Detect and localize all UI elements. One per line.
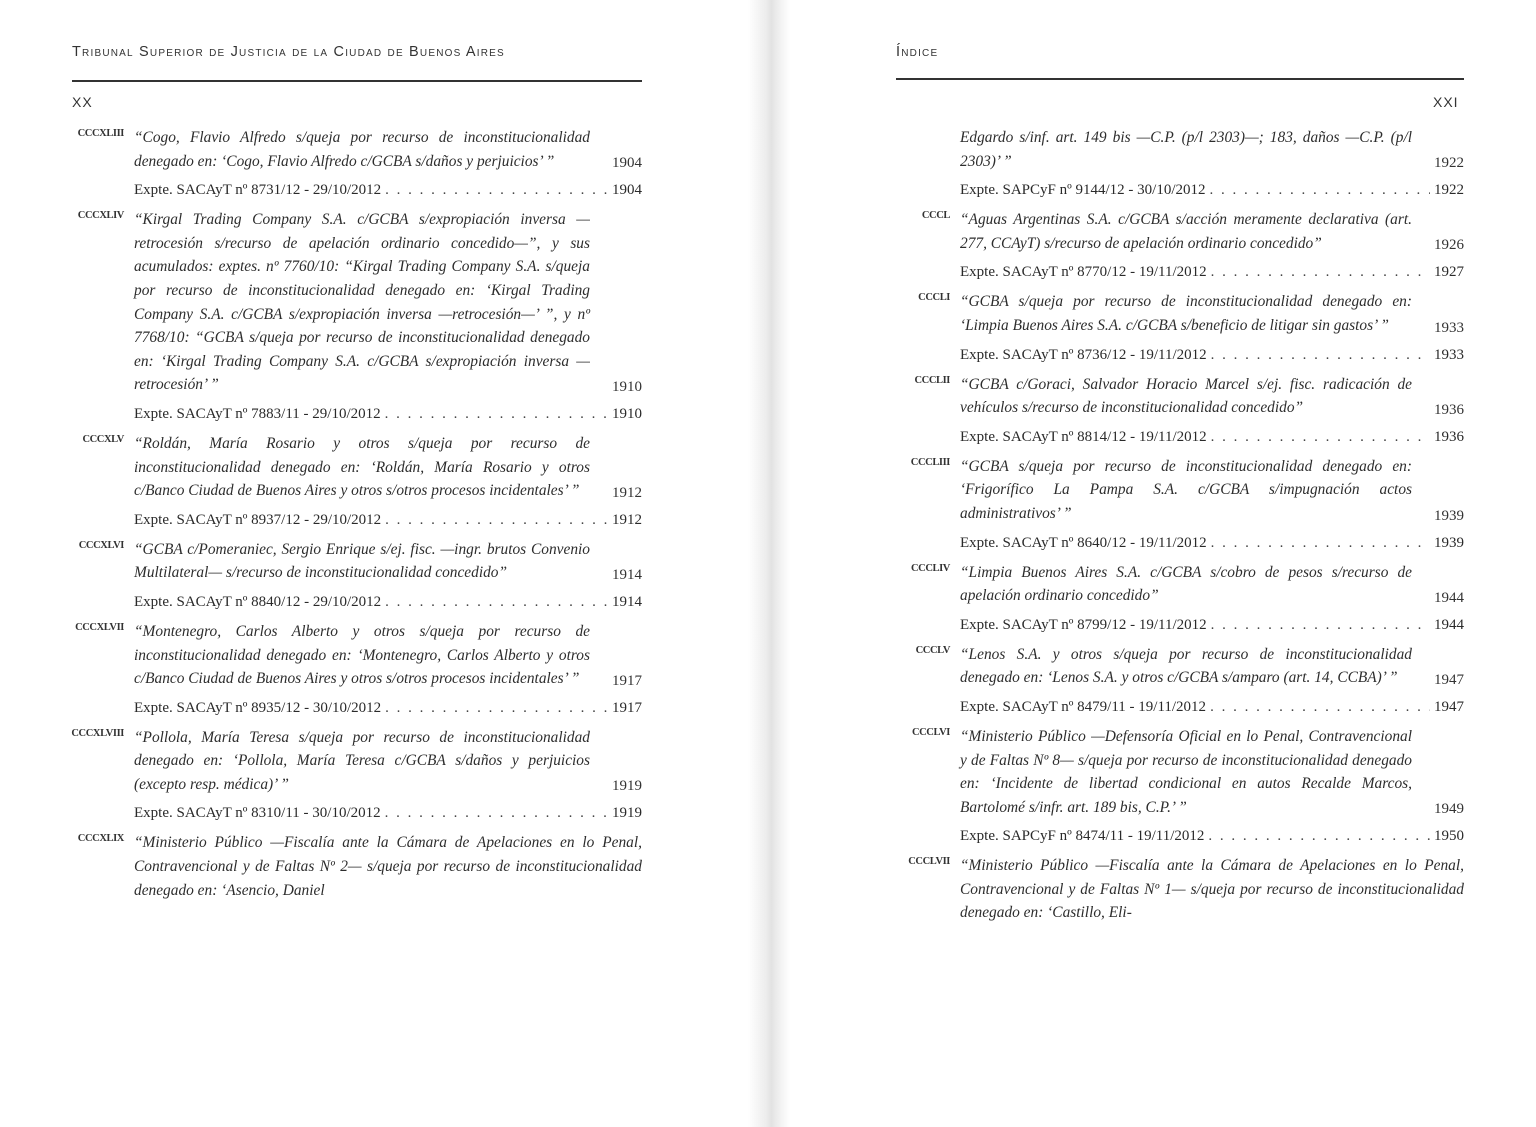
entry-title: “GCBA c/Goraci, Salvador Horacio Marcel s/ej. fisc. radicación de vehículos s/recurso de inconstitucionalidad concedido” (960, 375, 1412, 417)
entry-number: CCCXLVI (78, 539, 124, 551)
entry-number: CCCLV (915, 644, 950, 656)
expte-page-number: 1927 (1434, 264, 1464, 281)
entry-number: CCCL (921, 210, 950, 222)
entry-page-number: 1947 (1434, 671, 1464, 688)
dot-leader (385, 591, 608, 614)
entry-page-number: 1910 (612, 378, 642, 395)
entry-page-number: 1949 (1434, 801, 1464, 818)
page-number: XXI (1433, 94, 1459, 110)
index-entry (72, 432, 642, 532)
expte-reference: Expte. SACAyT nº 8479/11 - 19/11/2012 (960, 698, 1207, 715)
entry-title: “GCBA c/Pomeraniec, Sergio Enrique s/ej. fisc. —ingr. brutos Convenio Multilateral— s/recurso de inconstitucionalidad concedido” (134, 540, 590, 582)
entry-page-number: 1939 (1434, 507, 1464, 524)
expte-reference: Expte. SACAyT nº 8799/12 - 19/11/2012 (960, 616, 1207, 633)
index-entry (898, 854, 1464, 925)
expte-reference: Expte. SACAyT nº 8736/12 - 19/11/2012 (960, 346, 1207, 363)
entry-page-number: 1933 (1434, 319, 1464, 336)
dot-leader (1211, 426, 1430, 449)
running-head: Índice (896, 44, 939, 60)
index-entry (72, 831, 642, 902)
index-entry (898, 725, 1464, 848)
dot-leader (1208, 825, 1430, 848)
dot-leader (1211, 344, 1430, 367)
expte-page-number: 1912 (612, 511, 642, 528)
expte-line (898, 696, 1464, 719)
expte-page-number: 1917 (612, 699, 642, 716)
entry-title: “Ministerio Público —Fiscalía ante la Cámara de Apelaciones en lo Penal, Contravencional y de Faltas Nº 1— s/queja por recurso de inconstitucionalidad denegado en: ‘Castillo, Eli- (960, 857, 1464, 922)
entry-title: “Roldán, María Rosario y otros s/queja por recurso de inconstitucionalidad denegado en: ‘Roldán, María Rosario y otros c/Banco Ciudad de Buenos Aires y otros s/otros procesos incidentales’ ” (134, 434, 590, 500)
index-entry (898, 126, 1464, 202)
entry-number: CCCXLV (82, 433, 124, 445)
dot-leader (385, 697, 608, 720)
expte-page-number: 1936 (1434, 428, 1464, 445)
right-page (776, 0, 1536, 1127)
expte-line (898, 179, 1464, 202)
index-entry (72, 538, 642, 614)
dot-leader (385, 509, 608, 532)
entry-title: “Aguas Argentinas S.A. c/GCBA s/acción meramente declarativa (art. 277, CCAyT) s/recurso de apelación ordinario concedido” (960, 211, 1412, 252)
expte-line (72, 509, 642, 532)
running-head: Tribunal Superior de Justicia de la Ciudad de Buenos Aires (72, 44, 505, 60)
dot-leader (1210, 179, 1430, 202)
expte-reference: Expte. SACAyT nº 8935/12 - 30/10/2012 (134, 699, 382, 716)
header-rule (72, 80, 642, 82)
entry-page-number: 1919 (612, 778, 642, 795)
expte-page-number: 1914 (612, 593, 642, 610)
entry-page-number: 1926 (1434, 237, 1464, 254)
expte-line (72, 179, 642, 202)
dot-leader (385, 802, 608, 825)
index-entry (72, 726, 642, 826)
entry-number: CCCLIII (910, 456, 950, 468)
expte-reference: Expte. SACAyT nº 8770/12 - 19/11/2012 (960, 264, 1207, 281)
expte-reference: Expte. SACAyT nº 8640/12 - 19/11/2012 (960, 534, 1207, 551)
header-rule (896, 78, 1464, 80)
index-entry (898, 290, 1464, 366)
entry-number: CCCLVI (911, 726, 950, 738)
entry-title: “Limpia Buenos Aires S.A. c/GCBA s/cobro de pesos s/recurso de apelación ordinario concedido” (960, 563, 1412, 605)
entry-number: CCCXLVII (75, 621, 124, 633)
expte-reference: Expte. SACAyT nº 8814/12 - 19/11/2012 (960, 428, 1207, 445)
entry-title: “Montenegro, Carlos Alberto y otros s/queja por recurso de inconstitucionalidad denegado en: ‘Montenegro, Carlos Alberto y otros c/Banco Ciudad de Buenos Aires y otros s/otros procesos incidentales’ ” (134, 622, 590, 688)
index-entry (72, 620, 642, 720)
index-entries (898, 126, 1464, 929)
entry-title: “GCBA s/queja por recurso de inconstitucionalidad denegado en: ‘Limpia Buenos Aires S.A. c/GCBA s/beneficio de litigar sin gastos’ ” (960, 293, 1412, 334)
expte-reference: Expte. SAPCyF nº 9144/12 - 30/10/2012 (960, 182, 1206, 199)
expte-line (72, 802, 642, 825)
index-entry (898, 208, 1464, 284)
expte-line (72, 591, 642, 614)
entry-number: CCCXLIX (77, 833, 124, 845)
left-page (0, 0, 760, 1127)
expte-line (898, 344, 1464, 367)
index-entries (72, 126, 642, 906)
entry-page-number: 1917 (612, 672, 642, 689)
expte-page-number: 1910 (612, 405, 642, 422)
entry-number: CCCLII (914, 374, 950, 386)
dot-leader (385, 403, 608, 426)
index-entry (898, 455, 1464, 555)
entry-number: CCCXLIII (77, 128, 124, 139)
dot-leader (1210, 696, 1430, 719)
expte-page-number: 1933 (1434, 346, 1464, 363)
entry-title: “GCBA s/queja por recurso de inconstitucionalidad denegado en: ‘Frigorífico La Pampa S.A. c/GCBA s/impugnación actos administrativos’ ” (960, 457, 1412, 522)
entry-title: “Ministerio Público —Fiscalía ante la Cámara de Apelaciones en lo Penal, Contravencional y de Faltas Nº 2— s/queja por recurso de inconstitucionalidad denegado en: ‘Asencio, Daniel (134, 834, 642, 899)
entry-page-number: 1904 (612, 155, 642, 172)
expte-line (898, 532, 1464, 555)
entry-title: “Cogo, Flavio Alfredo s/queja por recurso de inconstitucionalidad denegado en: ‘Cogo, Flavio Alfredo c/GCBA s/daños y perjuicios’ ” (134, 129, 590, 170)
entry-title: “Lenos S.A. y otros s/queja por recurso de inconstitucionalidad denegado en: ‘Lenos S.A. y otros c/GCBA s/amparo (art. 14, CCBA)’ ” (960, 645, 1412, 687)
entry-number: CCCLI (918, 292, 950, 304)
expte-page-number: 1939 (1434, 534, 1464, 551)
dot-leader (1211, 261, 1430, 284)
dot-leader (385, 179, 608, 202)
expte-line (898, 614, 1464, 637)
expte-line (898, 261, 1464, 284)
expte-line (72, 403, 642, 426)
index-entry (898, 561, 1464, 637)
entry-page-number: 1922 (1434, 155, 1464, 172)
expte-reference: Expte. SACAyT nº 8937/12 - 29/10/2012 (134, 511, 382, 528)
dot-leader (1211, 614, 1430, 637)
entry-title: “Pollola, María Teresa s/queja por recurso de inconstitucionalidad denegado en: ‘Pollola, María Teresa c/GCBA s/daños y perjuicios (excepto resp. médica)’ ” (134, 728, 590, 793)
entry-page-number: 1936 (1434, 401, 1464, 418)
expte-line (898, 825, 1464, 848)
index-entry (898, 373, 1464, 449)
entry-number: CCCLIV (910, 562, 950, 574)
entry-page-number: 1914 (612, 566, 642, 583)
index-entry (898, 643, 1464, 719)
expte-page-number: 1922 (1434, 182, 1464, 199)
entry-page-number: 1912 (612, 484, 642, 501)
dot-leader (1211, 532, 1430, 555)
expte-page-number: 1947 (1434, 698, 1464, 715)
expte-reference: Expte. SACAyT nº 8310/11 - 30/10/2012 (134, 805, 381, 822)
expte-line (898, 426, 1464, 449)
index-entry (72, 126, 642, 202)
page-number: XX (72, 94, 93, 110)
entry-title: “Ministerio Público —Defensoría Oficial en lo Penal, Contravencional y de Faltas Nº 8— s/queja por recurso de inconstitucionalidad denegado en: ‘Incidente de libertad condicional en autos Recalde Marcos, Bartolomé s/infr. art. 189 bis, C.P.’ ” (960, 727, 1412, 816)
entry-number: CCCXLIV (77, 210, 124, 222)
expte-page-number: 1904 (612, 182, 642, 199)
expte-reference: Expte. SAPCyF nº 8474/11 - 19/11/2012 (960, 828, 1205, 845)
entry-title: “Kirgal Trading Company S.A. c/GCBA s/expropiación inversa —retrocesión s/recurso de apelación ordinario concedido—”, y sus acumulados: exptes. nº 7760/10: “Kirgal Trading Company S.A. s/queja por recurso de inconstitucionalidad denegado en: ‘Kirgal Trading Company S.A. c/GCBA s/expropiación inversa —retrocesión—’ ”, y nº 7768/10: “GCBA s/queja por recurso de inconstitucionalidad denegado en: ‘Kirgal Trading Company S.A. c/GCBA s/expropiación inversa —retrocesión’ ” (134, 211, 590, 394)
entry-page-number: 1944 (1434, 589, 1464, 606)
expte-reference: Expte. SACAyT nº 8731/12 - 29/10/2012 (134, 182, 382, 199)
expte-reference: Expte. SACAyT nº 7883/11 - 29/10/2012 (134, 405, 381, 422)
expte-page-number: 1950 (1434, 828, 1464, 845)
expte-line (72, 697, 642, 720)
entry-number: CCCLVII (908, 856, 950, 868)
index-entry (72, 208, 642, 426)
entry-number: CCCXLVIII (71, 727, 124, 739)
entry-title: Edgardo s/inf. art. 149 bis —C.P. (p/l 2303)—; 183, daños —C.P. (p/l 2303)’ ” (960, 129, 1412, 170)
expte-page-number: 1944 (1434, 616, 1464, 633)
expte-reference: Expte. SACAyT nº 8840/12 - 29/10/2012 (134, 593, 382, 610)
expte-page-number: 1919 (612, 805, 642, 822)
